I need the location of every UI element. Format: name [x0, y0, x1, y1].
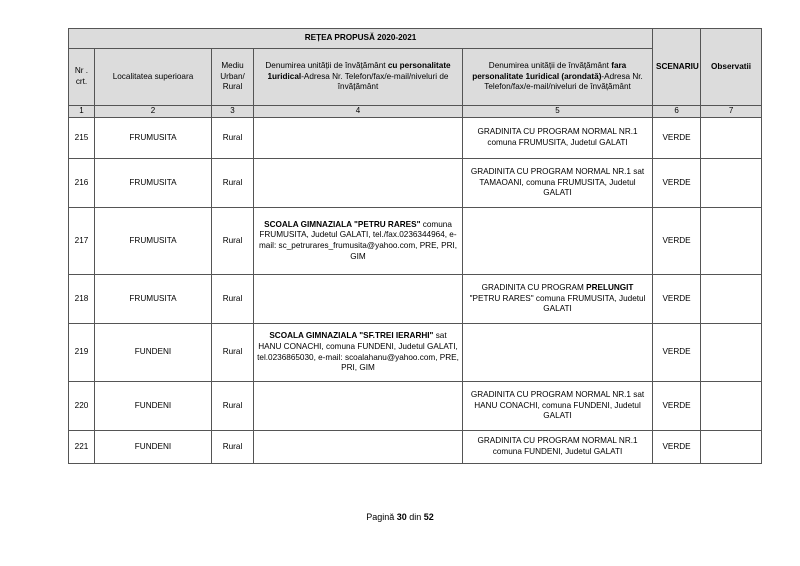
cell-unitate-cu-pj	[254, 118, 463, 159]
cell-unitate-cu-pj	[254, 431, 463, 464]
cell-localitate: FRUMUSITA	[95, 208, 212, 275]
cell-unitate-cu-pj	[254, 208, 463, 275]
col-header-unitate-fara-pj-pre: Denumirea unității de învățământ	[488, 61, 612, 71]
cell-unitate-cu-pj	[254, 275, 463, 324]
cell-unitate-fara-pj	[463, 118, 653, 159]
cell-unitate-fara-pj-pre: GRADINITA CU PROGRAM	[481, 283, 587, 293]
cell-unitate-cu-pj	[254, 324, 463, 382]
cell-mediu: Rural	[212, 324, 254, 382]
cell-unitate-fara-pj-pre: GRADINITA CU PROGRAM NORMAL NR.1 sat HANU CONACHI, comuna FUNDENI, Judetul GALATI	[470, 390, 645, 421]
cell-localitate: FRUMUSITA	[95, 275, 212, 324]
page-of-label: din	[406, 512, 424, 522]
cell-nr: 217	[69, 208, 95, 275]
col-number: 2	[95, 106, 212, 118]
col-number: 1	[69, 106, 95, 118]
cell-localitate: FUNDENI	[95, 431, 212, 464]
cell-scenariu: VERDE	[653, 208, 701, 275]
cell-unitate-fara-pj-pre: GRADINITA CU PROGRAM NORMAL NR.1 comuna FRUMUSITA, Judetul GALATI	[477, 127, 638, 147]
page-number-footer	[0, 512, 800, 522]
cell-localitate: FUNDENI	[95, 324, 212, 382]
cell-scenariu: VERDE	[653, 431, 701, 464]
col-header-scenariu: SCENARIU	[653, 29, 701, 106]
cell-mediu: Rural	[212, 431, 254, 464]
cell-mediu: Rural	[212, 208, 254, 275]
cell-nr: 218	[69, 275, 95, 324]
cell-unitate-cu-pj	[254, 382, 463, 431]
cell-observatii	[701, 382, 762, 431]
cell-unitate-fara-pj	[463, 275, 653, 324]
cell-mediu: Rural	[212, 275, 254, 324]
cell-nr: 220	[69, 382, 95, 431]
cell-scenariu: VERDE	[653, 118, 701, 159]
cell-unitate-cu-pj-name: SCOALA GIMNAZIALA "PETRU RARES"	[264, 219, 421, 229]
table-row	[69, 208, 762, 275]
cell-unitate-fara-pj-post: "PETRU RARES" comuna FRUMUSITA, Judetul GALATI	[469, 293, 646, 314]
col-header-nr: Nr . crt.	[69, 49, 95, 106]
table-row	[69, 159, 762, 208]
cell-nr: 221	[69, 431, 95, 464]
col-header-unitate-cu-pj-pre: Denumirea unității de învățământ	[265, 61, 388, 71]
cell-unitate-fara-pj	[463, 382, 653, 431]
col-number: 6	[653, 106, 701, 118]
col-header-unitate-cu-pj	[254, 49, 463, 106]
col-header-unitate-fara-pj-bold: fara personalitate 1uridical (arondată)	[472, 61, 627, 81]
cell-unitate-fara-pj	[463, 159, 653, 208]
col-header-observatii: Observatii	[701, 29, 762, 106]
cell-mediu: Rural	[212, 159, 254, 208]
cell-observatii	[701, 159, 762, 208]
table-title: REȚEA PROPUSĂ 2020-2021	[69, 29, 653, 49]
cell-unitate-fara-pj-pre: GRADINITA CU PROGRAM NORMAL NR.1 comuna FUNDENI, Judetul GALATI	[477, 436, 638, 456]
col-header-localitate: Localitatea superioara	[95, 49, 212, 106]
col-number: 7	[701, 106, 762, 118]
cell-scenariu: VERDE	[653, 324, 701, 382]
table-row	[69, 275, 762, 324]
cell-unitate-fara-pj	[463, 431, 653, 464]
cell-nr: 215	[69, 118, 95, 159]
cell-unitate-cu-pj	[254, 159, 463, 208]
col-number: 4	[254, 106, 463, 118]
cell-observatii	[701, 208, 762, 275]
cell-mediu: Rural	[212, 382, 254, 431]
cell-unitate-fara-pj-bold: PRELUNGIT	[586, 283, 634, 293]
col-header-unitate-fara-pj	[463, 49, 653, 106]
cell-scenariu: VERDE	[653, 275, 701, 324]
table-row	[69, 382, 762, 431]
col-number: 3	[212, 106, 254, 118]
school-network-table	[68, 28, 762, 464]
page-label: Pagină	[366, 512, 397, 522]
col-header-mediu: Mediu Urban/ Rural	[212, 49, 254, 106]
cell-localitate: FRUMUSITA	[95, 118, 212, 159]
cell-unitate-fara-pj	[463, 208, 653, 275]
cell-scenariu: VERDE	[653, 382, 701, 431]
col-header-unitate-cu-pj-post: -Adresa Nr. Telefon/fax/e-mail/niveluri de învățământ	[301, 71, 449, 92]
cell-unitate-cu-pj-details: comuna FRUMUSITA, Judetul GALATI, tel./fax.0236344964, e-mail: sc_petrurares_frumusita@yahoo.com, PRE, PRI, GIM	[258, 219, 458, 261]
cell-scenariu: VERDE	[653, 159, 701, 208]
col-header-unitate-cu-pj-bold: cu personalitate 1uridical	[267, 61, 451, 81]
col-number: 5	[463, 106, 653, 118]
cell-observatii	[701, 431, 762, 464]
col-header-unitate-fara-pj-post: -Adresa Nr. Telefon/fax/e-mail/niveluri de învățământ	[484, 71, 643, 92]
table-row	[69, 431, 762, 464]
table-row	[69, 118, 762, 159]
cell-unitate-cu-pj-name: SCOALA GIMNAZIALA "SF.TREI IERARHI"	[269, 331, 434, 341]
cell-localitate: FUNDENI	[95, 382, 212, 431]
table-row	[69, 324, 762, 382]
cell-unitate-fara-pj-pre: GRADINITA CU PROGRAM NORMAL NR.1 sat TAMAOANI, comuna FRUMUSITA, Judetul GALATI	[470, 167, 645, 198]
cell-observatii	[701, 275, 762, 324]
cell-unitate-fara-pj	[463, 324, 653, 382]
cell-nr: 216	[69, 159, 95, 208]
cell-localitate: FRUMUSITA	[95, 159, 212, 208]
cell-unitate-cu-pj-details: sat HANU CONACHI, comuna FUNDENI, Judetul GALATI, tel.0236865030, e-mail: scoalahanu@yahoo.com, PRE, PRI, GIM	[257, 331, 459, 373]
current-page-number: 30	[396, 512, 407, 522]
cell-observatii	[701, 118, 762, 159]
cell-observatii	[701, 324, 762, 382]
total-pages-number: 52	[423, 512, 434, 522]
cell-nr: 219	[69, 324, 95, 382]
cell-mediu: Rural	[212, 118, 254, 159]
